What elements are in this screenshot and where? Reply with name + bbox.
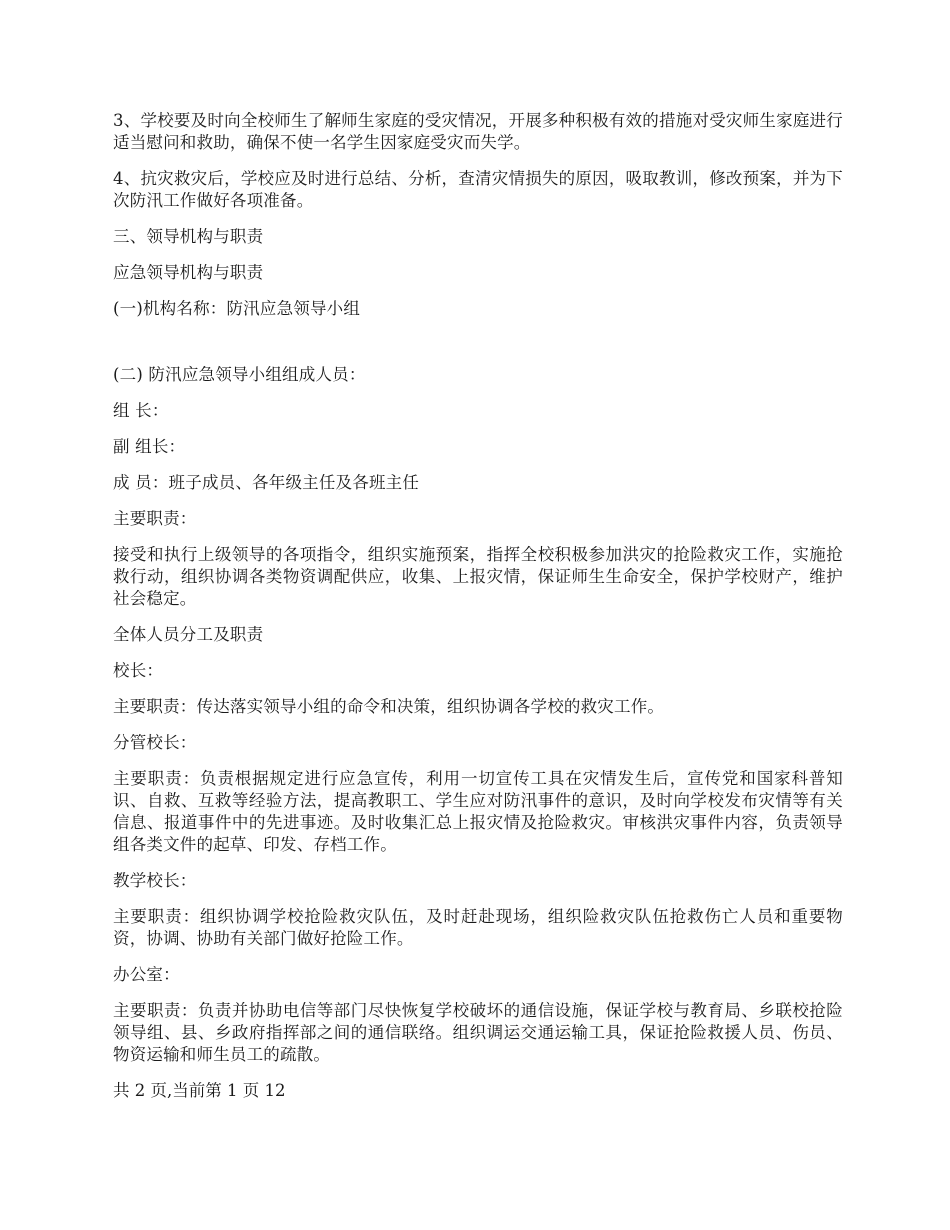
principal-duties: 主要职责：传达落实领导小组的命令和决策，组织协调各学校的救灾工作。 <box>113 697 665 716</box>
document-page <box>113 110 843 1102</box>
staff-division-heading: 全体人员分工及职责 <box>113 625 264 644</box>
vice-principal-label: 分管校长： <box>113 733 197 752</box>
teaching-principal-duties: 主要职责：组织协调学校抢险救灾队伍，及时赶赴现场，组织险救灾队伍抢救伤亡人员和重要物资，协调、协助有关部门做好抢险工作。 <box>113 907 843 948</box>
leader-line: 组 长： <box>113 401 169 420</box>
duties-text: 接受和执行上级领导的各项指令，组织实施预案，指挥全校积极参加洪灾的抢险救灾工作，实施抢救行动，组织协调各类物资调配供应，收集、上报灾情，保证师生生命安全，保护学校财产，维护社会稳定。 <box>113 545 843 608</box>
page-footer: 共 2 页,当前第 1 页 12 <box>113 1081 286 1100</box>
principal-label: 校长： <box>113 661 164 680</box>
teaching-principal-label: 教学校长： <box>113 871 197 890</box>
subsection-heading: 应急领导机构与职责 <box>113 263 264 282</box>
vice-principal-duties: 主要职责：负责根据规定进行应急宣传，利用一切宣传工具在灾情发生后，宣传党和国家科普知识、自救、互救等经验方法，提高教职工、学生应对防汛事件的意识，及时向学校发布灾情等有关信息、报道事件中的先进事迹。及时收集汇总上报灾情及抢险救灾。审核洪灾事件内容，负责领导组各类文件的起草、印发、存档工作。 <box>113 769 843 854</box>
paragraph-item-4: 4、抗灾救灾后，学校应及时进行总结、分析，查清灾情损失的原因，吸取教训，修改预案，并为下次防汛工作做好各项准备。 <box>113 169 843 210</box>
section-heading-leadership: 三、领导机构与职责 <box>113 227 264 246</box>
deputy-leader-line: 副 组长： <box>113 437 186 456</box>
duties-label: 主要职责： <box>113 509 197 528</box>
office-label: 办公室： <box>113 965 180 984</box>
members-line: 成 员：班子成员、各年级主任及各班主任 <box>113 473 420 492</box>
org-members-heading: (二) 防汛应急领导小组组成人员： <box>113 365 366 384</box>
office-duties: 主要职责：负责并协助电信等部门尽快恢复学校破坏的通信设施，保证学校与教育局、乡联校抢险领导组、县、乡政府指挥部之间的通信联络。组织调运交通运输工具，保证抢险救援人员、伤员、物资运输和师生员工的疏散。 <box>113 1001 843 1064</box>
paragraph-item-3: 3、学校要及时向全校师生了解师生家庭的受灾情况，开展多种积极有效的措施对受灾师生家庭进行适当慰问和救助，确保不使一名学生因家庭受灾而失学。 <box>113 111 843 152</box>
org-name: (一)机构名称：防汛应急领导小组 <box>113 299 361 318</box>
